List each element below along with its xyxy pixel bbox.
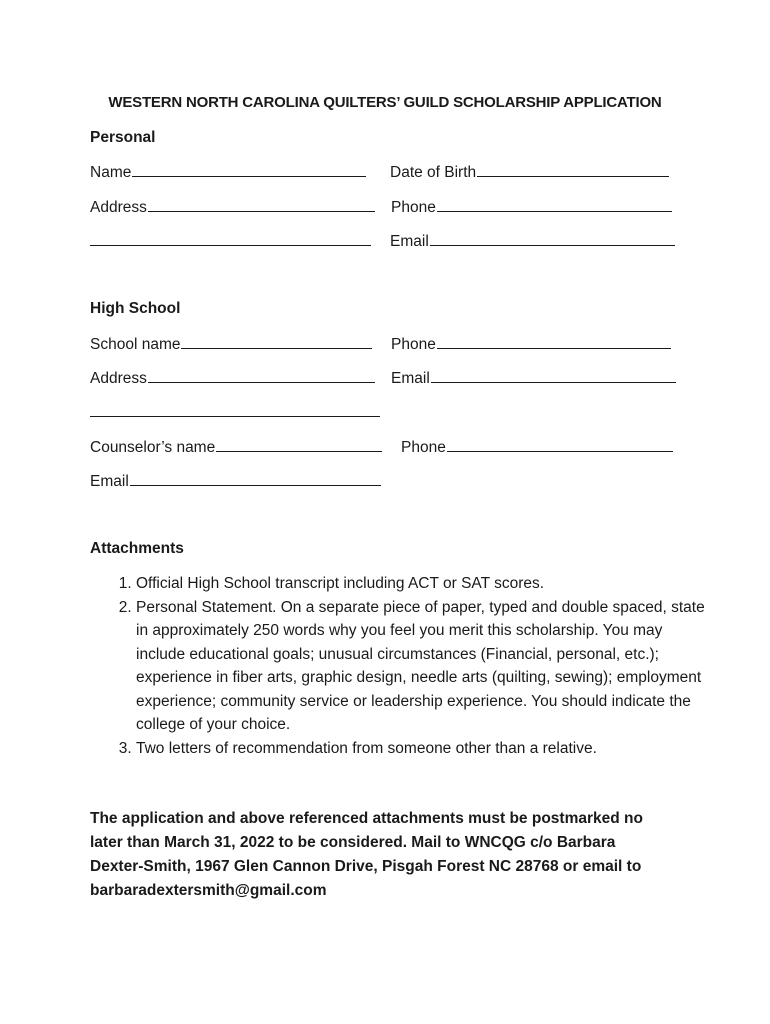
school-phone-blank[interactable]	[437, 335, 671, 349]
school-address-label: Address	[90, 370, 147, 387]
counselor-phone-label: Phone	[401, 439, 446, 456]
attachment-item-recommendations: 3. Two letters of recommendation from someone other than a relative.	[136, 737, 706, 761]
document-title: WESTERN NORTH CAROLINA QUILTERS’ GUILD SCHOLARSHIP APPLICATION	[108, 94, 662, 111]
personal-name-field[interactable]	[90, 163, 366, 182]
personal-dob-field[interactable]	[390, 163, 669, 182]
personal-dob-blank[interactable]	[477, 163, 669, 177]
school-email-label: Email	[391, 370, 430, 387]
school-address-line2-blank[interactable]	[90, 403, 380, 417]
school-address-line2-field[interactable]	[90, 403, 380, 422]
school-phone-field[interactable]	[391, 335, 671, 354]
counselor-email-field[interactable]	[90, 472, 381, 491]
personal-address-line2-blank[interactable]	[90, 232, 371, 246]
personal-phone-field[interactable]	[391, 198, 672, 217]
attachment-item-transcript: 1. Official High School transcript including ACT or SAT scores.	[136, 572, 706, 596]
personal-address-blank[interactable]	[148, 198, 375, 212]
counselor-name-label: Counselor’s name	[90, 439, 216, 456]
school-address-field[interactable]	[90, 369, 375, 388]
personal-email-blank[interactable]	[430, 232, 675, 246]
school-name-label: School name	[90, 336, 181, 353]
school-email-blank[interactable]	[431, 369, 676, 383]
counselor-phone-blank[interactable]	[447, 438, 673, 452]
personal-address-label: Address	[90, 199, 147, 216]
personal-address-line2-field[interactable]	[90, 232, 371, 251]
personal-phone-blank[interactable]	[437, 198, 672, 212]
personal-phone-label: Phone	[391, 199, 436, 216]
personal-address-field[interactable]	[90, 198, 375, 217]
submission-instructions: The application and above referenced attachments must be postmarked no later than March 31, 2022 to be considered. Mail to WNCQG c/o Barbara Dexter-Smith, 1967 Glen Cannon Drive, Pisgah Forest NC 28768 or email to barbaradextersmith@gmail.com	[90, 810, 643, 899]
school-address-blank[interactable]	[148, 369, 375, 383]
counselor-name-field[interactable]	[90, 438, 382, 457]
high-school-heading: High School	[90, 300, 181, 317]
personal-heading: Personal	[90, 129, 156, 146]
counselor-email-blank[interactable]	[130, 472, 381, 486]
school-name-field[interactable]	[90, 335, 372, 354]
counselor-email-label: Email	[90, 473, 129, 490]
personal-dob-label: Date of Birth	[390, 164, 477, 181]
counselor-phone-field[interactable]	[401, 438, 673, 457]
school-phone-label: Phone	[391, 336, 436, 353]
attachments-heading: Attachments	[90, 540, 184, 557]
counselor-name-blank[interactable]	[216, 438, 382, 452]
personal-email-label: Email	[390, 233, 429, 250]
personal-email-field[interactable]	[390, 232, 675, 251]
personal-name-blank[interactable]	[132, 163, 366, 177]
school-email-field[interactable]	[391, 369, 676, 388]
attachment-item-personal-statement: 2. Personal Statement. On a separate piece of paper, typed and double spaced, state in approximately 250 words why you feel you merit this scholarship. You may include educational goals; unusual circumstances (Financial, personal, etc.); experience in fiber arts, graphic design, needle arts (quilting, sewing); employment experience; community service or leadership experience. You should indicate the college of your choice.	[136, 596, 706, 737]
attachments-list	[90, 572, 706, 760]
school-name-blank[interactable]	[181, 335, 372, 349]
personal-name-label: Name	[90, 164, 132, 181]
